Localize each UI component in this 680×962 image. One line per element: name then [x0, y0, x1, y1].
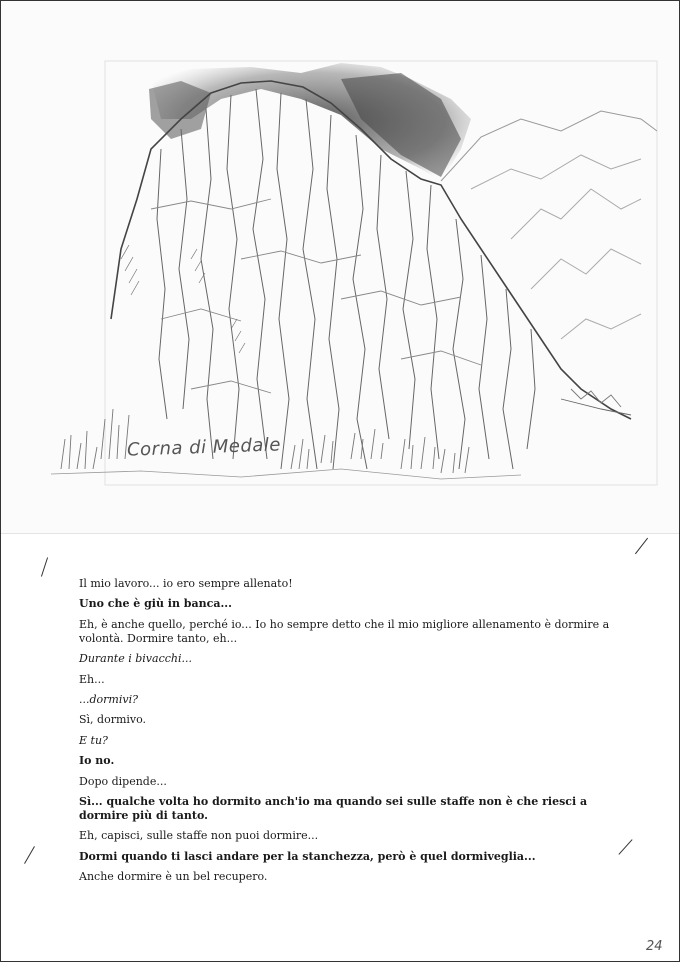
- dialogue-line: Io no.: [79, 754, 115, 768]
- dialogue-line: Sì... qualche volta ho dormito anch'io ma quando sei sulle staffe non è che riesci a dormire più di tanto.: [79, 794, 588, 822]
- dialogue-line: Eh, è anche quello, perché io... Io ho sempre detto che il mio migliore allenamento è dormire a volontà. Dormire tanto, eh...: [79, 617, 610, 645]
- page-number: 24: [646, 939, 663, 954]
- cut-mark-top-left: [41, 557, 48, 576]
- dialogue-line: Dormi quando ti lasci andare per la stanchezza, però è quel dormiveglia...: [79, 849, 536, 863]
- illustration-caption: Corna di Medale: [126, 434, 282, 461]
- dialogue-line: Eh, capisci, sulle staffe non puoi dormire...: [79, 829, 319, 843]
- illustration-sheet: [1, 1, 679, 534]
- cut-mark-bottom-right: [618, 839, 632, 855]
- cut-mark-top-right: [635, 538, 648, 554]
- cut-mark-bottom-left: [24, 846, 35, 864]
- dialogue-line: Durante i bivacchi...: [79, 652, 192, 666]
- dialogue-line: Sì, dormivo.: [79, 713, 147, 727]
- dialogue-line: ...dormivi?: [79, 692, 138, 706]
- dialogue-line: Il mio lavoro... io ero sempre allenato!: [79, 577, 293, 590]
- dialogue-line: Eh...: [79, 672, 105, 686]
- dialogue-line: E tu?: [79, 733, 108, 747]
- dialogue-line: Uno che è giù in banca...: [79, 597, 232, 611]
- mountain-sketch: [41, 59, 661, 499]
- dialogue-line: Dopo dipende...: [79, 774, 167, 788]
- interview-dialogue: [79, 577, 619, 890]
- dialogue-line: Anche dormire è un bel recupero.: [79, 870, 268, 884]
